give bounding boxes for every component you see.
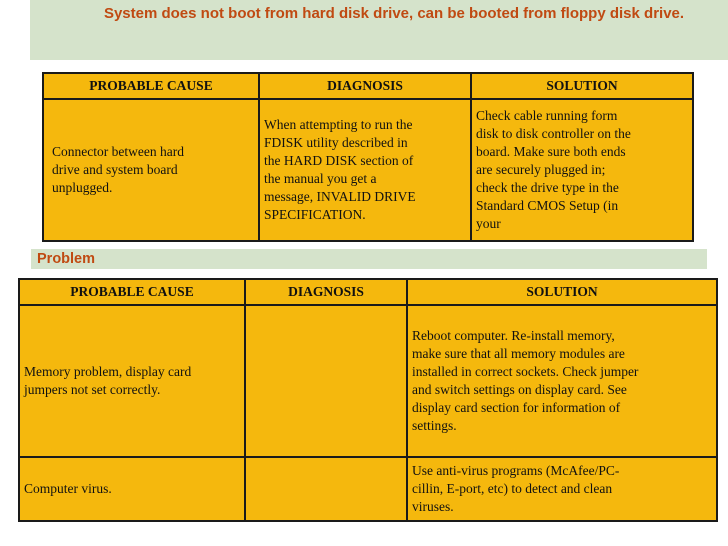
- header-probable-cause: PROBABLE CAUSE: [43, 73, 259, 99]
- solution-cell: Reboot computer. Re-install memory, make sure that all memory modules are installed in correct sockets. Check jumper and switch settings on display card. See display card section for information of settings.: [407, 305, 717, 457]
- header-solution: SOLUTION: [407, 279, 717, 305]
- header-probable-cause: PROBABLE CAUSE: [19, 279, 245, 305]
- diagnosis-cell: [245, 457, 407, 521]
- cause-cell: Connector between hard drive and system board unplugged.: [43, 99, 259, 241]
- header-diagnosis: DIAGNOSIS: [245, 279, 407, 305]
- table-row: [19, 457, 717, 521]
- problem-bar: [31, 249, 707, 269]
- title-band: [30, 0, 728, 60]
- table-row: [43, 99, 693, 241]
- solution-cell: Check cable running form disk to disk controller on the board. Make sure both ends are securely plugged in; check the drive type in the Standard CMOS Setup (in your: [471, 99, 693, 241]
- problem-label: Problem: [37, 251, 96, 267]
- page-title: System does not boot from hard disk drive, can be booted from floppy disk drive.: [103, 5, 685, 22]
- solution-cell: Use anti-virus programs (McAfee/PC- cillin, E-port, etc) to detect and clean viruses.: [407, 457, 717, 521]
- cause-table-2: [18, 278, 718, 522]
- cause-cell: Memory problem, display card jumpers not set correctly.: [19, 305, 245, 457]
- cause-table-1: [42, 72, 694, 242]
- table-header-row: [43, 73, 693, 99]
- header-diagnosis: DIAGNOSIS: [259, 73, 471, 99]
- diagnosis-cell: [245, 305, 407, 457]
- table-header-row: [19, 279, 717, 305]
- diagnosis-cell: When attempting to run the FDISK utility described in the HARD DISK section of the manual you get a message, INVALID DRIVE SPECIFICATION.: [259, 99, 471, 241]
- table-row: [19, 305, 717, 457]
- cause-cell: Computer virus.: [19, 457, 245, 521]
- header-solution: SOLUTION: [471, 73, 693, 99]
